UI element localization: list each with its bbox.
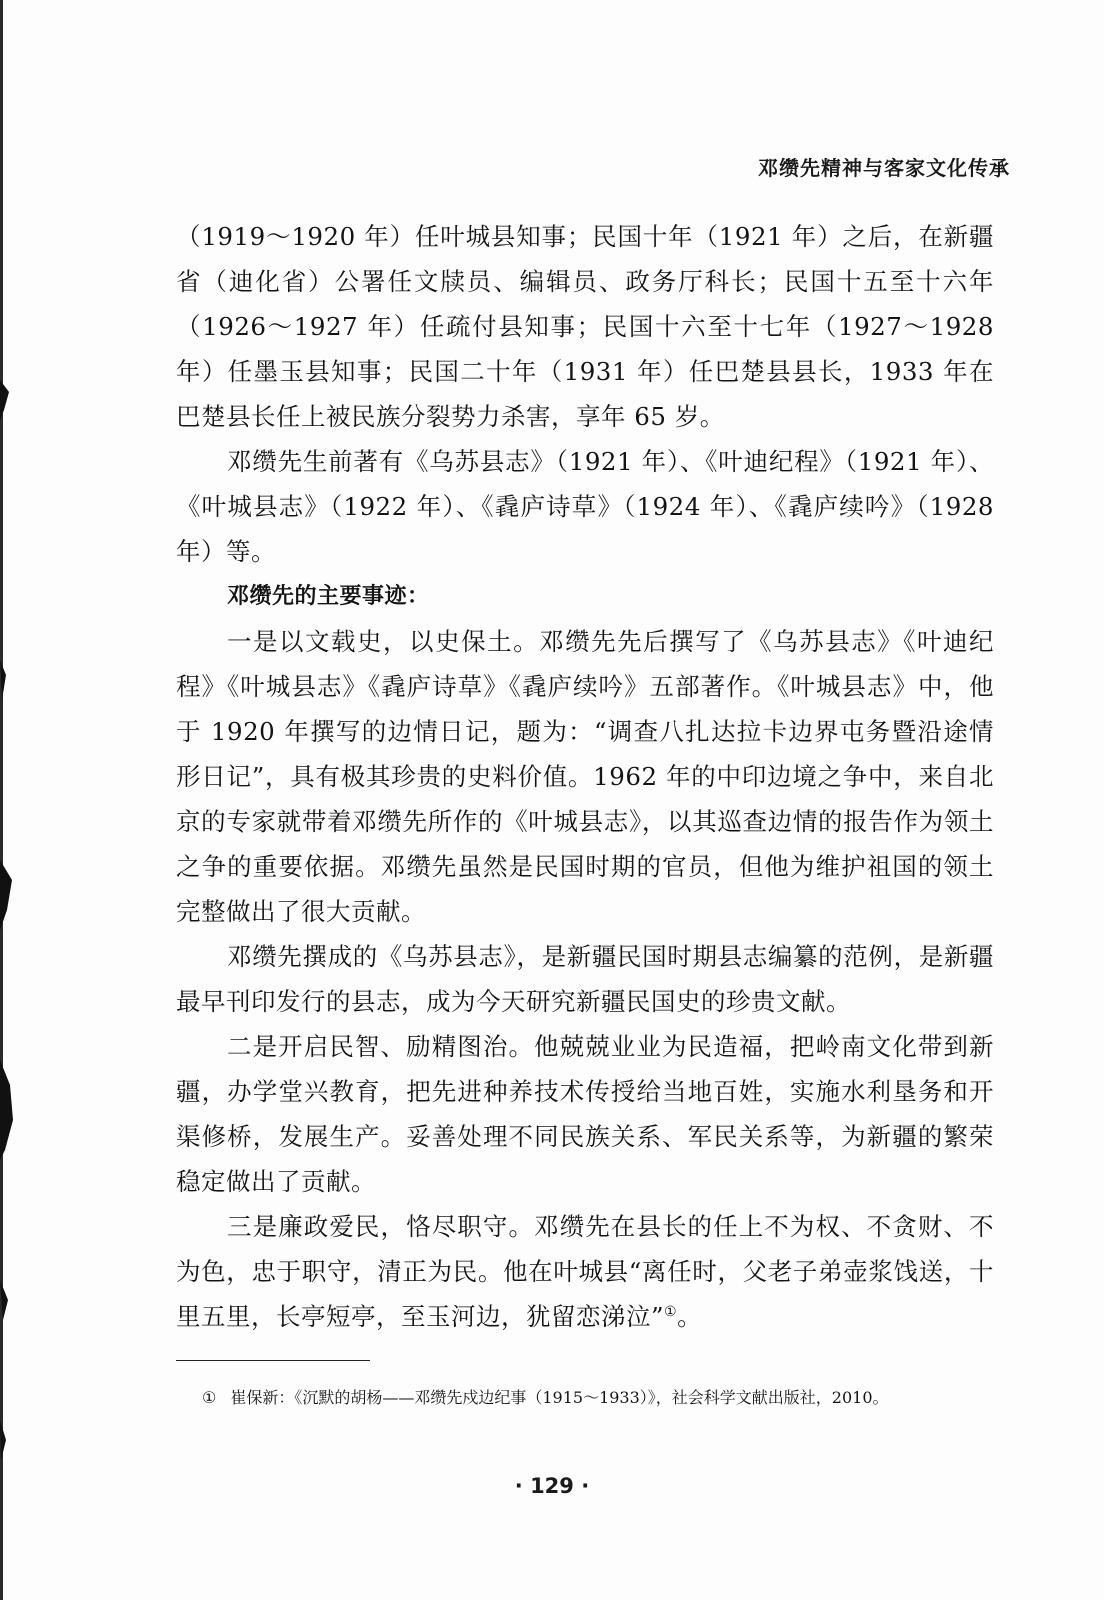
- paragraph-end-mark: 。: [677, 1302, 703, 1331]
- footnote-divider: [176, 1360, 370, 1361]
- paragraph-deed-one: 一是以文载史，以史保土。邓缵先先后撰写了《乌苏县志》《叶迪纪程》《叶城县志》《毳庐诗草》《毳庐续吟》五部著作。《叶城县志》中，他于 1920 年撰写的边情日记，题为：“调查八扎达拉卡边界屯务暨沿途情形日记”，具有极其珍贵的史料价值。1962 年的中印边境之争中，来自北京的专家就带着邓缵先所作的《叶城县志》，以其巡查边情的报告作为领土之争的重要依据。邓缵先虽然是民国时期的官员，但他为维护祖国的领土完整做出了很大贡献。: [176, 627, 994, 926]
- paragraph-deed-two: 二是开启民智、励精图治。他兢兢业业为民造福，把岭南文化带到新疆，办学堂兴教育，把先进种养技术传授给当地百姓，实施水利垦务和开渠修桥，发展生产。妥善处理不同民族关系、军民关系等，为新疆的繁荣稳定做出了贡献。: [176, 1032, 994, 1196]
- running-title: 邓缵先精神与客家文化传承: [758, 156, 1010, 180]
- footnote-mark: ①: [202, 1388, 217, 1407]
- main-text: [176, 214, 994, 1339]
- paragraph-career: （1919～1920 年）任叶城县知事；民国十年（1921 年）之后，在新疆省（迪化省）公署任文牍员、编辑员、政务厅科长；民国十五至十六年（1926～1927 年）任疏付县知事；民国十六至十七年（1927～1928 年）任墨玉县知事；民国二十年（1931 年）任巴楚县县长，1933 年在巴楚县长任上被民族分裂势力杀害，享年 65 岁。: [176, 222, 994, 431]
- paragraph-deed-three-text: 三是廉政爱民，恪尽职守。邓缵先在县长的任上不为权、不贪财、不为色，忠于职守，清正为民。他在叶城县“离任时，父老子弟壶浆饯送，十里五里，长亭短亭，至玉河边，犹留恋涕泣”: [176, 1212, 994, 1331]
- footnote-text: 崔保新：《沉默的胡杨——邓缵先戍边纪事（1915～1933）》，社会科学文献出版社，2010。: [230, 1388, 889, 1407]
- footnote: [202, 1386, 1002, 1410]
- paragraph-wusu-gazetteer: 邓缵先撰成的《乌苏县志》，是新疆民国时期县志编纂的范例，是新疆最早刊印发行的县志，成为今天研究新疆民国史的珍贵文献。: [176, 942, 994, 1016]
- paragraph-deed-three: [176, 1204, 994, 1339]
- page-number: · 129 ·: [514, 1474, 590, 1498]
- scanned-page-edge: [0, 0, 14, 1600]
- footnote-reference[interactable]: ①: [664, 1303, 678, 1320]
- section-heading: 邓缵先的主要事迹：: [227, 584, 430, 609]
- paragraph-works: 邓缵先生前著有《乌苏县志》（1921 年）、《叶迪纪程》（1921 年）、《叶城县志》（1922 年）、《毳庐诗草》（1924 年）、《毳庐续吟》（1928 年）等。: [176, 447, 994, 566]
